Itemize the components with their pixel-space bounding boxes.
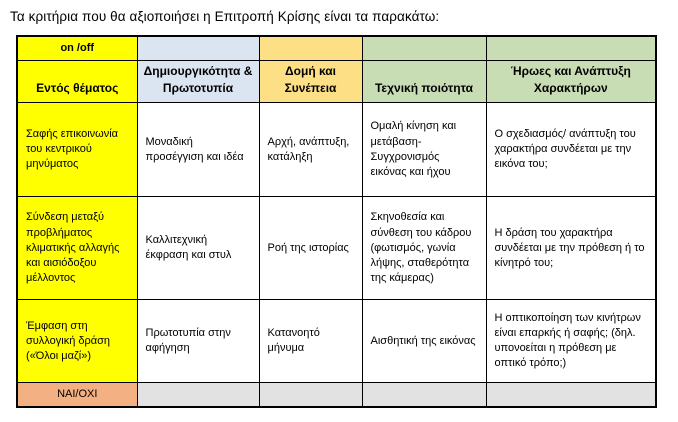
characters-cell: Η δράση του χαρακτήρα συνδέεται με την πρόθεση ή το κίνητρό του; (486, 197, 656, 300)
criteria-table (16, 35, 657, 408)
structure-cell: Κατανοητό μήνυμα (259, 300, 362, 383)
strip-cell-structure (259, 36, 362, 60)
on-off-row (17, 36, 656, 60)
page-title: Τα κριτήρια που θα αξιοποιήσει η Επιτροπή Κρίσης είναι τα παρακάτω: (10, 9, 440, 24)
header-on-topic: Εντός θέματος (17, 60, 137, 103)
document-page (0, 9, 678, 422)
strip-cell-characters (486, 36, 656, 60)
header-row (17, 60, 656, 103)
header-characters: Ήρωες και Ανάπτυξη Χαρακτήρων (486, 60, 656, 103)
characters-cell: Η οπτικοποίηση των κινήτρων είναι επαρκής ή σαφής; (δηλ. υπονοείται η πρόθεση με οπτικό τρόπο;) (486, 300, 656, 383)
structure-cell: Ροή της ιστορίας (259, 197, 362, 300)
criterion-cell: Έμφαση στη συλλογική δράση («Όλοι μαζί») (17, 300, 137, 383)
header-technical: Τεχνική ποιότητα (362, 60, 486, 103)
on-off-cell: on /off (17, 36, 137, 60)
strip-cell-technical (362, 36, 486, 60)
score-cell-technical (362, 383, 486, 407)
criterion-cell: Σαφής επικοινωνία του κεντρικού μηνύματος (17, 103, 137, 197)
score-cell-characters (486, 383, 656, 407)
creativity-cell: Πρωτοτυπία στην αφήγηση (137, 300, 259, 383)
table-row (17, 103, 656, 197)
technical-cell: Σκηνοθεσία και σύνθεση του κάδρου (φωτισμός, γωνία λήψης, σταθερότητα της κάμερας) (362, 197, 486, 300)
strip-cell-creativity (137, 36, 259, 60)
characters-cell: Ο σχεδιασμός/ ανάπτυξη του χαρακτήρα συνδέεται με την εικόνα του; (486, 103, 656, 197)
technical-cell: Αισθητική της εικόνας (362, 300, 486, 383)
score-cell-creativity (137, 383, 259, 407)
creativity-cell: Μοναδική προσέγγιση και ιδέα (137, 103, 259, 197)
structure-cell: Αρχή, ανάπτυξη, κατάληξη (259, 103, 362, 197)
creativity-cell: Καλλιτεχνική έκφραση και στυλ (137, 197, 259, 300)
yes-no-row (17, 383, 656, 407)
yes-no-cell: ΝΑΙ/ΟΧΙ (17, 383, 137, 407)
header-structure: Δομή και Συνέπεια (259, 60, 362, 103)
criterion-cell: Σύνδεση μεταξύ προβλήματος κλιματικής αλλαγής και αισιόδοξου μέλλοντος (17, 197, 137, 300)
technical-cell: Ομαλή κίνηση και μετάβαση-Συγχρονισμός εικόνας και ήχου (362, 103, 486, 197)
table-row (17, 197, 656, 300)
header-creativity: Δημιουργικότητα & Πρωτοτυπία (137, 60, 259, 103)
score-cell-structure (259, 383, 362, 407)
table-row (17, 300, 656, 383)
